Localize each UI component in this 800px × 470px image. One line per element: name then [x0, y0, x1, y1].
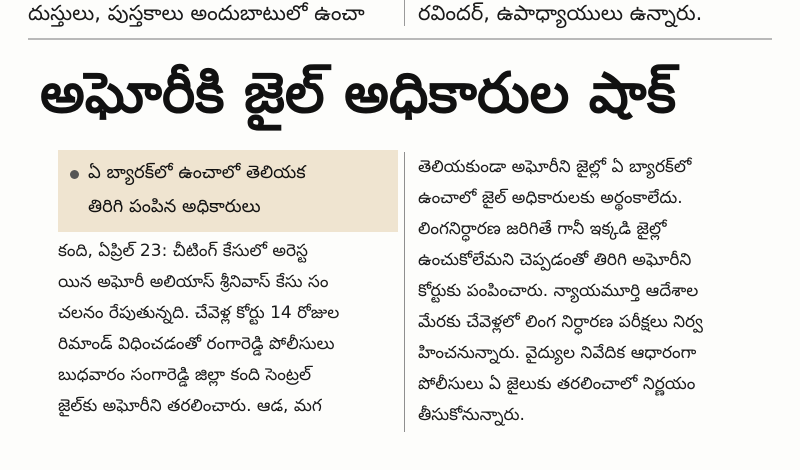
text-line: తీసుకోనున్నారు.	[418, 405, 525, 425]
subheading-line-1: ఏ బ్యారక్‌లో ఉంచాలో తెలియక	[88, 162, 306, 183]
text-line: ఉంచాలో జైల్ అధికారులకు అర్థంకాలేదు.	[418, 188, 683, 208]
column-divider	[404, 152, 405, 432]
article-column-left	[58, 236, 398, 422]
article-headline: అఘోరీకి జైల్ అధికారుల షాక్	[40, 61, 677, 126]
text-line: కంది, ఏప్రిల్ 23: చీటింగ్ కేసులో అరెస్ట	[58, 241, 308, 261]
text-line: మేరకు చేవెళ్లలో లింగ నిర్ధారణ పరీక్షలు నిర్వ	[418, 312, 703, 332]
subheading-line-2: తిరిగి పంపిన అధికారులు	[88, 196, 261, 217]
previous-article-fragment	[0, 0, 800, 30]
text-line: ఉంచుకోలేమని చెప్పడంతో తిరిగి అఘోరీని	[418, 250, 692, 270]
article-column-right	[418, 152, 768, 431]
top-fragment-right: రవిందర్, ఉపాధ్యాయులు ఉన్నారు.	[418, 1, 703, 25]
subheading-box	[58, 150, 398, 232]
top-fragment-left: దుస్తులు, పుస్తకాలు అందుబాటులో ఉంచా	[28, 1, 365, 25]
text-line: కోర్టుకు పంపించారు. న్యాయమూర్తి ఆదేశాల	[418, 281, 699, 301]
text-line: పోలీసులు ఏ జైలుకు తరలించాలో నిర్ణయం	[418, 374, 696, 394]
text-line: బుధవారం సంగారెడ్డి జిల్లా కంది సెంట్రల్	[58, 365, 312, 385]
text-line: చలనం రేపుతున్నది. చేవెళ్ల కోర్టు 14 రోజుల	[58, 303, 340, 323]
text-line: రిమాండ్ విధించడంతో రంగారెడ్డి పోలీసులు	[58, 334, 335, 354]
text-line: జైల్‌కు అఘోరీని తరలించారు. ఆడ, మగ	[58, 396, 322, 416]
column-divider-top	[404, 0, 405, 26]
text-line: హించనున్నారు. వైద్యుల నివేదిక ఆధారంగా	[418, 343, 697, 363]
text-line: తెలియకుండా అఘోరీని జైల్లో ఏ బ్యారక్‌లో	[418, 157, 692, 177]
text-line: యిన అఘోరీ అలియాస్ శ్రీనివాస్ కేసు సం	[58, 272, 329, 292]
text-line: లింగనిర్ధారణ జరిగితే గానీ ఇక్కడి జైల్లో	[418, 219, 667, 239]
bullet-icon	[70, 170, 79, 179]
section-rule	[28, 38, 772, 40]
